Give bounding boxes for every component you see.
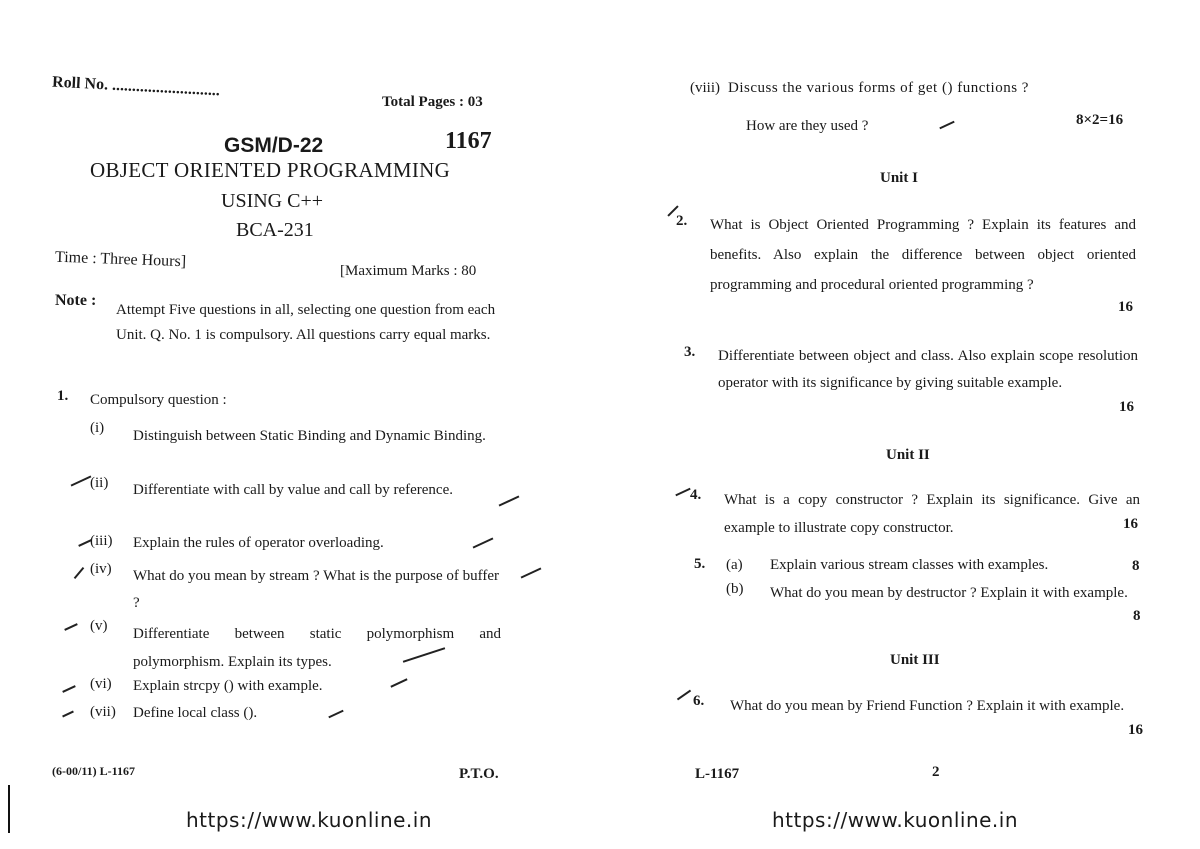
q3-marks: 16 <box>1119 399 1134 415</box>
footer-url-link[interactable]: https://www.kuonline.in <box>772 808 1019 832</box>
sub-q-text: Differentiate between static polymorphism and polymorphism. Explain its types. <box>133 626 501 670</box>
sub-q-text: Distinguish between Static Binding and Dynamic Binding. <box>133 428 486 444</box>
sub-q-number: (iii) <box>90 533 113 549</box>
footer-code: (6-00/11) L-1167 <box>52 764 135 778</box>
q5b-text: What do you mean by destructor ? Explain it with example. <box>770 585 1128 601</box>
right-page <box>600 0 1200 849</box>
checkmark-icon <box>473 537 494 548</box>
checkmark-icon <box>328 710 343 719</box>
unit-2-heading: Unit II <box>886 447 930 463</box>
checkmark-icon <box>939 121 954 130</box>
checkmark-icon <box>71 475 92 486</box>
checkmark-icon <box>677 690 691 701</box>
note-text: Attempt Five questions in all, selecting one question from each Unit. Q. No. 1 is compulsory. All questions carry equal marks. <box>116 302 496 343</box>
q1-text: Compulsory question : <box>90 392 227 408</box>
q5b-marks: 8 <box>1133 608 1141 624</box>
checkmark-icon <box>675 488 690 497</box>
sub-q-text: Explain the rules of operator overloading. <box>133 535 384 551</box>
footer-code: L-1167 <box>695 766 740 782</box>
sub-q-number: (ii) <box>90 475 109 491</box>
q8-text-line1: Discuss the various forms of get () functions ? <box>728 80 1029 96</box>
title-line-3: BCA-231 <box>236 219 314 241</box>
q3-text: Differentiate between object and class. Also explain scope resolution operator with its significance by giving suitable example. <box>718 348 1138 391</box>
note-label: Note : <box>55 292 97 309</box>
max-marks: [Maximum Marks : 80 <box>340 263 477 279</box>
q2-number: 2. <box>676 213 688 229</box>
checkmark-icon <box>62 685 76 693</box>
q6-text: What do you mean by Friend Function ? Explain it with example. <box>730 698 1125 714</box>
sub-q-number: (vi) <box>90 676 112 692</box>
sub-q-number: (iv) <box>90 561 112 577</box>
q8-number: (viii) <box>690 80 720 96</box>
paper-code: GSM/D-22 <box>224 134 324 157</box>
sub-q-number: (i) <box>90 420 105 436</box>
roll-no: Roll No. ........................... <box>51 73 221 100</box>
sub-q-text: Define local class (). <box>133 705 258 721</box>
footer-url-link[interactable]: https://www.kuonline.in <box>186 808 433 832</box>
checkmark-icon <box>390 678 407 687</box>
q5a-text: Explain various stream classes with examples. <box>770 557 1049 573</box>
unit-1-heading: Unit I <box>880 170 918 186</box>
sub-q-number: (v) <box>90 618 108 634</box>
unit-3-heading: Unit III <box>890 652 940 668</box>
q5a-marks: 8 <box>1132 558 1140 574</box>
q5b-number: (b) <box>726 581 744 597</box>
q3-number: 3. <box>684 344 696 360</box>
title-line-2: USING C++ <box>221 190 324 212</box>
q2-marks: 16 <box>1118 299 1133 315</box>
pto: P.T.O. <box>459 766 499 782</box>
paper-number: 1167 <box>445 128 492 154</box>
q8-text-line2: How are they used ? <box>746 118 869 134</box>
q2-text: What is Object Oriented Programming ? Explain its features and benefits. Also explain the difference between object oriented programming and procedural oriented programming ? <box>710 217 1136 293</box>
q4-number: 4. <box>690 487 702 503</box>
sub-q-text: What do you mean by stream ? What is the purpose of buffer ? <box>133 568 500 611</box>
title-line-1: OBJECT ORIENTED PROGRAMMING <box>90 158 451 182</box>
sub-q-number: (vii) <box>90 704 116 720</box>
sub-q-text: Explain strcpy () with example. <box>133 678 323 694</box>
q1-number: 1. <box>57 388 69 404</box>
q4-text: What is a copy constructor ? Explain its significance. Give an example to illustrate copy constructor. <box>724 492 1140 536</box>
checkmark-icon <box>499 495 520 506</box>
exam-time: Time : Three Hours] <box>54 248 187 271</box>
checkmark-icon <box>521 567 542 578</box>
sub-q-text: Differentiate with call by value and call by reference. <box>133 482 453 498</box>
q6-marks: 16 <box>1128 722 1143 738</box>
q6-number: 6. <box>693 693 705 709</box>
q8-marks: 8×2=16 <box>1076 112 1124 128</box>
checkmark-icon <box>74 567 85 579</box>
checkmark-icon <box>62 711 74 718</box>
checkmark-icon <box>64 623 78 631</box>
q5-number: 5. <box>694 556 706 572</box>
page-number: 2 <box>932 764 940 780</box>
total-pages: Total Pages : 03 <box>382 94 483 110</box>
q4-marks: 16 <box>1123 516 1138 532</box>
q5a-number: (a) <box>726 557 743 573</box>
